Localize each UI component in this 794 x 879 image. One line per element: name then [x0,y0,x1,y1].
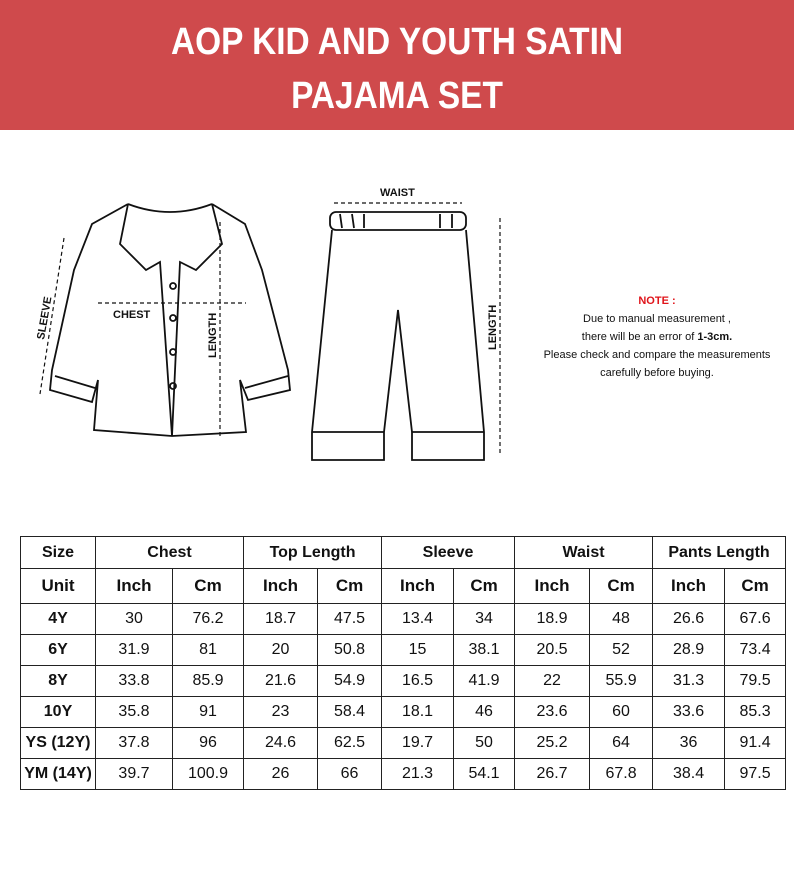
size-cell: YS (12Y) [21,728,96,759]
value-cell: 37.8 [96,728,173,759]
sleeve-label: SLEEVE [35,295,55,341]
title-line-1: AOP KID AND YOUTH SATIN [170,21,624,63]
value-cell: 22 [515,666,590,697]
table-row [21,759,786,790]
value-cell: 58.4 [318,697,382,728]
value-cell: 91.4 [725,728,786,759]
value-cell: 38.4 [653,759,725,790]
size-cell: 10Y [21,697,96,728]
size-header: Size [21,537,96,569]
value-cell: 64 [590,728,653,759]
value-cell: 36 [653,728,725,759]
value-cell: 31.3 [653,666,725,697]
size-cell: 6Y [21,635,96,666]
value-cell: 38.1 [454,635,515,666]
note-line-2-text: there will be an error of [581,331,698,343]
value-cell: 47.5 [318,604,382,635]
unit-inch: Inch [244,569,318,604]
value-cell: 66 [318,759,382,790]
note-title: NOTE : [638,295,676,307]
waist-label: WAIST [380,187,415,199]
column-group-header: Pants Length [653,537,786,569]
value-cell: 15 [382,635,454,666]
value-cell: 35.8 [96,697,173,728]
value-cell: 76.2 [173,604,244,635]
value-cell: 24.6 [244,728,318,759]
pants-illustration [312,212,484,460]
note-line-2 [520,328,794,346]
size-chart-table [20,536,786,790]
value-cell: 18.9 [515,604,590,635]
value-cell: 67.6 [725,604,786,635]
value-cell: 23 [244,697,318,728]
value-cell: 13.4 [382,604,454,635]
value-cell: 100.9 [173,759,244,790]
note-line-1: Due to manual measurement , [583,313,731,325]
value-cell: 67.8 [590,759,653,790]
column-group-header: Chest [96,537,244,569]
value-cell: 62.5 [318,728,382,759]
value-cell: 55.9 [590,666,653,697]
value-cell: 79.5 [725,666,786,697]
unit-cm: Cm [590,569,653,604]
title-line-2: PAJAMA SET [291,75,503,117]
value-cell: 54.9 [318,666,382,697]
size-cell: YM (14Y) [21,759,96,790]
value-cell: 26 [244,759,318,790]
table-row [21,604,786,635]
value-cell: 19.7 [382,728,454,759]
value-cell: 31.9 [96,635,173,666]
value-cell: 18.7 [244,604,318,635]
value-cell: 30 [96,604,173,635]
value-cell: 20.5 [515,635,590,666]
title-banner [0,0,794,130]
unit-cm: Cm [454,569,515,604]
size-cell: 8Y [21,666,96,697]
column-group-header: Waist [515,537,653,569]
value-cell: 20 [244,635,318,666]
shirt-illustration [50,204,290,436]
value-cell: 52 [590,635,653,666]
value-cell: 60 [590,697,653,728]
value-cell: 50.8 [318,635,382,666]
value-cell: 34 [454,604,515,635]
value-cell: 23.6 [515,697,590,728]
value-cell: 33.8 [96,666,173,697]
value-cell: 48 [590,604,653,635]
value-cell: 81 [173,635,244,666]
top-length-label: LENGTH [207,312,219,358]
note-line-4: carefully before buying. [600,367,714,379]
unit-cm: Cm [725,569,786,604]
table-row [21,635,786,666]
value-cell: 41.9 [454,666,515,697]
value-cell: 39.7 [96,759,173,790]
value-cell: 50 [454,728,515,759]
value-cell: 33.6 [653,697,725,728]
value-cell: 91 [173,697,244,728]
value-cell: 85.9 [173,666,244,697]
note-error-range: 1-3cm. [697,331,733,343]
value-cell: 18.1 [382,697,454,728]
value-cell: 16.5 [382,666,454,697]
column-group-header: Sleeve [382,537,515,569]
value-cell: 26.7 [515,759,590,790]
value-cell: 46 [454,697,515,728]
header-row [21,537,786,569]
value-cell: 28.9 [653,635,725,666]
table-row [21,697,786,728]
unit-cm: Cm [173,569,244,604]
pants-length-label: LENGTH [487,304,499,350]
value-cell: 73.4 [725,635,786,666]
value-cell: 96 [173,728,244,759]
unit-inch: Inch [515,569,590,604]
unit-inch: Inch [382,569,454,604]
unit-inch: Inch [96,569,173,604]
size-cell: 4Y [21,604,96,635]
value-cell: 54.1 [454,759,515,790]
value-cell: 25.2 [515,728,590,759]
unit-cm: Cm [318,569,382,604]
chest-label: CHEST [113,309,151,321]
unit-header: Unit [21,569,96,604]
unit-row [21,569,786,604]
value-cell: 21.3 [382,759,454,790]
value-cell: 26.6 [653,604,725,635]
table-row [21,728,786,759]
column-group-header: Top Length [244,537,382,569]
table-row [21,666,786,697]
value-cell: 85.3 [725,697,786,728]
value-cell: 97.5 [725,759,786,790]
unit-inch: Inch [653,569,725,604]
value-cell: 21.6 [244,666,318,697]
note-line-3: Please check and compare the measurements [543,349,771,361]
measurement-note [520,292,794,382]
